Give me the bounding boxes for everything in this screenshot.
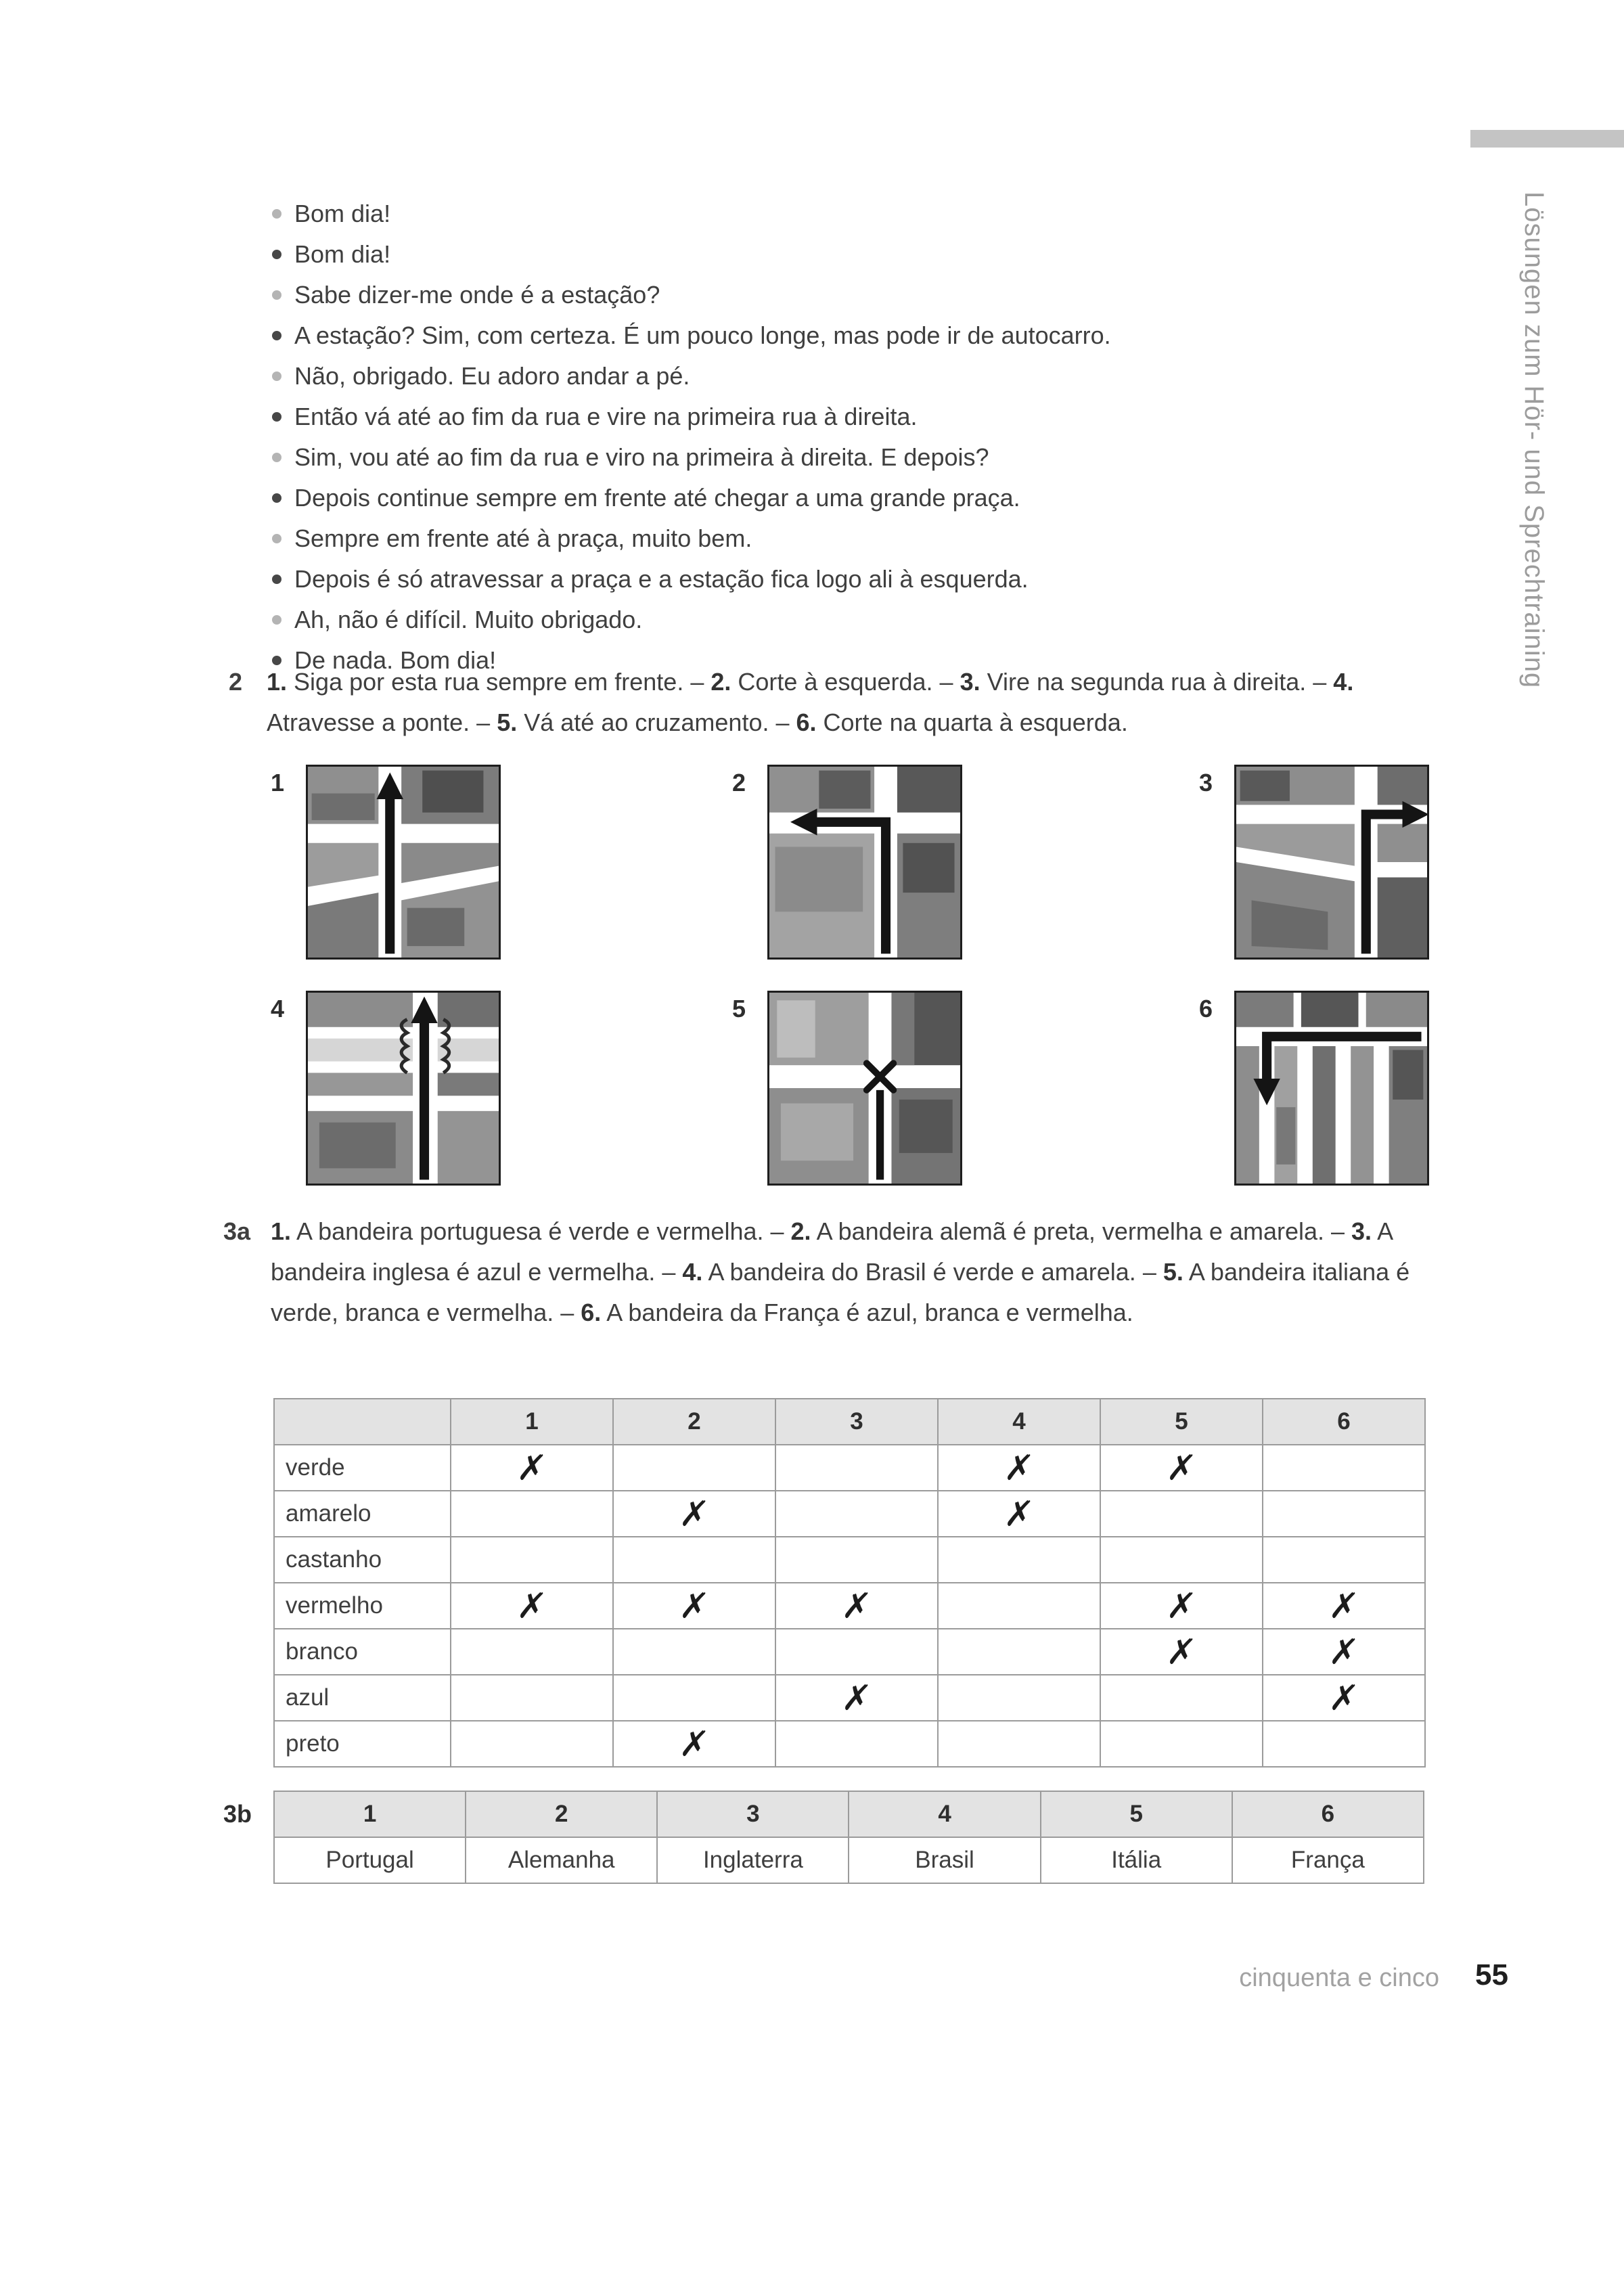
column-header: 1 [451, 1399, 613, 1445]
mark-cell [938, 1445, 1100, 1491]
map-figure-5 [767, 991, 962, 1186]
exercise-3a [223, 1211, 1425, 1333]
item-number: 1. [267, 668, 288, 696]
mark-cell [1100, 1721, 1263, 1767]
map-1-label: 1 [271, 769, 285, 796]
mark-cell [1263, 1445, 1425, 1491]
mark-cell [1100, 1491, 1263, 1537]
flag-colors-table [273, 1398, 1426, 1768]
x-mark: ✗ [1002, 1447, 1036, 1489]
x-mark: ✗ [1327, 1631, 1361, 1673]
map-second-right-icon [1236, 767, 1427, 958]
mark-cell [1263, 1537, 1425, 1583]
mark-cell [1100, 1629, 1263, 1675]
mark-cell [938, 1583, 1100, 1629]
dialogue-line [272, 518, 1111, 559]
dialogue-line [272, 600, 1111, 640]
dialogue-line [272, 315, 1111, 356]
map-2-label: 2 [732, 769, 746, 796]
mark-cell [451, 1445, 613, 1491]
table-header-row [274, 1791, 1424, 1837]
mark-cell [613, 1629, 775, 1675]
table-row-vermelho [274, 1583, 1425, 1629]
item-number: 5. [1163, 1258, 1183, 1286]
x-mark: ✗ [840, 1677, 874, 1719]
countries-table [273, 1791, 1424, 1884]
dialogue-line [272, 356, 1111, 397]
mark-cell [1100, 1675, 1263, 1721]
mark-cell [451, 1629, 613, 1675]
countries-row [274, 1837, 1424, 1883]
speaker-b-bullet-icon [272, 412, 281, 422]
column-header: 5 [1100, 1399, 1263, 1445]
corner-cell [274, 1399, 451, 1445]
map-figure-4 [306, 991, 501, 1186]
dialogue-line [272, 559, 1111, 600]
item-text: A bandeira inglesa é azul e vermelha. – [271, 1217, 1393, 1286]
mark-cell [451, 1675, 613, 1721]
speaker-a-bullet-icon [272, 209, 281, 219]
table-row-branco [274, 1629, 1425, 1675]
mark-cell [613, 1537, 775, 1583]
color-label: verde [274, 1445, 451, 1491]
item-number: 4. [1333, 668, 1354, 696]
page-number: 55 [1475, 1958, 1508, 1991]
country-cell: Portugal [274, 1837, 466, 1883]
mark-cell [1100, 1583, 1263, 1629]
mark-cell [1100, 1445, 1263, 1491]
item-number: 2. [790, 1217, 811, 1245]
map-figure-1 [306, 765, 501, 960]
dialogue-line [272, 194, 1111, 234]
dialogue-text: Sim, vou até ao fim da rua e viro na primeira à direita. E depois? [294, 443, 989, 471]
map-4-label: 4 [271, 995, 285, 1022]
item-number: 3. [1351, 1217, 1372, 1245]
dialogue-text: Sempre em frente até à praça, muito bem. [294, 524, 752, 552]
exercise-2-number: 2 [229, 668, 243, 696]
item-number: 4. [682, 1258, 703, 1286]
mark-cell [1263, 1629, 1425, 1675]
item-number: 5. [497, 708, 518, 736]
country-cell: Inglaterra [657, 1837, 849, 1883]
mark-cell [775, 1491, 938, 1537]
color-label: vermelho [274, 1583, 451, 1629]
x-mark: ✗ [840, 1585, 874, 1627]
item-text: A bandeira italiana é verde, branca e vermelha. – [271, 1258, 1410, 1326]
table-row-castanho [274, 1537, 1425, 1583]
dialogue-text: Depois continue sempre em frente até chegar a uma grande praça. [294, 484, 1020, 512]
mark-cell [775, 1583, 938, 1629]
mark-cell [938, 1629, 1100, 1675]
item-number: 2. [710, 668, 731, 696]
dialogue-line [272, 478, 1111, 518]
speaker-b-bullet-icon [272, 331, 281, 340]
color-label: castanho [274, 1537, 451, 1583]
mark-cell [938, 1491, 1100, 1537]
dialogue-text: Depois é só atravessar a praça e a estação fica logo ali à esquerda. [294, 565, 1029, 593]
dialogue-text: Sabe dizer-me onde é a estação? [294, 281, 660, 309]
dialogue-text: Ah, não é difícil. Muito obrigado. [294, 606, 643, 633]
column-header: 5 [1041, 1791, 1232, 1837]
x-mark: ✗ [677, 1585, 711, 1627]
speaker-b-bullet-icon [272, 575, 281, 584]
country-cell: Alemanha [466, 1837, 657, 1883]
x-mark: ✗ [515, 1585, 549, 1627]
item-text: A bandeira do Brasil é verde e amarela. – [702, 1258, 1163, 1286]
mark-cell [938, 1675, 1100, 1721]
exercise-3b-number: 3b [223, 1800, 252, 1828]
map-figure-2 [767, 765, 962, 960]
dialogue-list [272, 194, 1111, 681]
item-text: A bandeira da França é azul, branca e vermelha. [601, 1299, 1133, 1326]
map-bridge-icon [308, 993, 499, 1184]
mark-cell [1263, 1583, 1425, 1629]
dialogue-text: Bom dia! [294, 240, 391, 268]
item-number: 6. [796, 708, 817, 736]
mark-cell [451, 1537, 613, 1583]
x-mark: ✗ [1165, 1447, 1198, 1489]
mark-cell [1100, 1537, 1263, 1583]
item-text: Vire na segunda rua à direita. – [980, 668, 1334, 696]
color-label: branco [274, 1629, 451, 1675]
speaker-a-bullet-icon [272, 534, 281, 543]
speaker-a-bullet-icon [272, 290, 281, 300]
item-text: Corte à esquerda. – [731, 668, 960, 696]
table-row-azul [274, 1675, 1425, 1721]
map-figure-6 [1234, 991, 1429, 1186]
item-text: Siga por esta rua sempre em frente. – [287, 668, 711, 696]
map-crossroads-icon [769, 993, 960, 1184]
country-cell: Brasil [849, 1837, 1040, 1883]
mark-cell [451, 1491, 613, 1537]
x-mark: ✗ [1165, 1631, 1198, 1673]
dialogue-text: Bom dia! [294, 200, 391, 227]
x-mark: ✗ [1327, 1585, 1361, 1627]
dialogue-text: De nada. Bom dia! [294, 646, 497, 674]
table-row-amarelo [274, 1491, 1425, 1537]
dialogue-text: Não, obrigado. Eu adoro andar a pé. [294, 362, 690, 390]
map-3-label: 3 [1199, 769, 1213, 796]
exercise-2-text [267, 662, 1428, 743]
map-5-label: 5 [732, 995, 746, 1022]
column-header: 6 [1232, 1791, 1424, 1837]
mark-cell [775, 1445, 938, 1491]
dialogue-line [272, 397, 1111, 437]
mark-cell [451, 1583, 613, 1629]
column-header: 6 [1263, 1399, 1425, 1445]
dialogue-text: A estação? Sim, com certeza. É um pouco longe, mas pode ir de autocarro. [294, 321, 1111, 349]
mark-cell [613, 1721, 775, 1767]
color-label: preto [274, 1721, 451, 1767]
column-header: 1 [274, 1791, 466, 1837]
x-mark: ✗ [677, 1723, 711, 1765]
country-cell: França [1232, 1837, 1424, 1883]
item-text: Atravesse a ponte. – [267, 708, 497, 736]
map-6-label: 6 [1199, 995, 1213, 1022]
margin-tab-bar [1470, 130, 1624, 148]
country-cell: Itália [1041, 1837, 1232, 1883]
mark-cell [1263, 1675, 1425, 1721]
column-header: 2 [466, 1791, 657, 1837]
item-text: A bandeira alemã é preta, vermelha e amarela. – [811, 1217, 1352, 1245]
mark-cell [775, 1721, 938, 1767]
x-mark: ✗ [1165, 1585, 1198, 1627]
x-mark: ✗ [1327, 1677, 1361, 1719]
mark-cell [775, 1675, 938, 1721]
x-mark: ✗ [515, 1447, 549, 1489]
item-text: Corte na quarta à esquerda. [816, 708, 1128, 736]
mark-cell [775, 1629, 938, 1675]
mark-cell [1263, 1721, 1425, 1767]
exercise-2 [229, 662, 1428, 743]
map-fourth-left-icon [1236, 993, 1427, 1184]
dialogue-line [272, 275, 1111, 315]
mark-cell [613, 1675, 775, 1721]
item-text: Vá até ao cruzamento. – [517, 708, 796, 736]
mark-cell [938, 1721, 1100, 1767]
mark-cell [613, 1491, 775, 1537]
x-mark: ✗ [1002, 1493, 1036, 1535]
column-header: 3 [775, 1399, 938, 1445]
column-header: 2 [613, 1399, 775, 1445]
item-number: 3. [960, 668, 980, 696]
margin-section-label: Lösungen zum Hör- und Sprechtraining [1519, 192, 1549, 689]
footer-page-words: cinquenta e cinco [1239, 1964, 1439, 1992]
mark-cell [775, 1537, 938, 1583]
map-figure-3 [1234, 765, 1429, 960]
mark-cell [1263, 1491, 1425, 1537]
speaker-a-bullet-icon [272, 453, 281, 462]
table-row-verde [274, 1445, 1425, 1491]
color-label: amarelo [274, 1491, 451, 1537]
x-mark: ✗ [677, 1493, 711, 1535]
exercise-3a-text [271, 1211, 1425, 1333]
column-header: 4 [849, 1791, 1040, 1837]
column-header: 4 [938, 1399, 1100, 1445]
item-number: 6. [581, 1299, 602, 1326]
speaker-a-bullet-icon [272, 615, 281, 625]
map-straight-ahead-icon [308, 767, 499, 958]
exercise-3a-number: 3a [223, 1217, 251, 1245]
speaker-b-bullet-icon [272, 250, 281, 259]
speaker-b-bullet-icon [272, 493, 281, 503]
table-header-row [274, 1399, 1425, 1445]
mark-cell [613, 1445, 775, 1491]
dialogue-line [272, 437, 1111, 478]
item-number: 1. [271, 1217, 292, 1245]
item-text: A bandeira portuguesa é verde e vermelha. – [291, 1217, 791, 1245]
speaker-a-bullet-icon [272, 372, 281, 381]
map-turn-left-icon [769, 767, 960, 958]
column-header: 3 [657, 1791, 849, 1837]
table-row-preto [274, 1721, 1425, 1767]
mark-cell [938, 1537, 1100, 1583]
mark-cell [613, 1583, 775, 1629]
mark-cell [451, 1721, 613, 1767]
color-label: azul [274, 1675, 451, 1721]
dialogue-text: Então vá até ao fim da rua e vire na primeira rua à direita. [294, 403, 918, 430]
dialogue-line [272, 234, 1111, 275]
